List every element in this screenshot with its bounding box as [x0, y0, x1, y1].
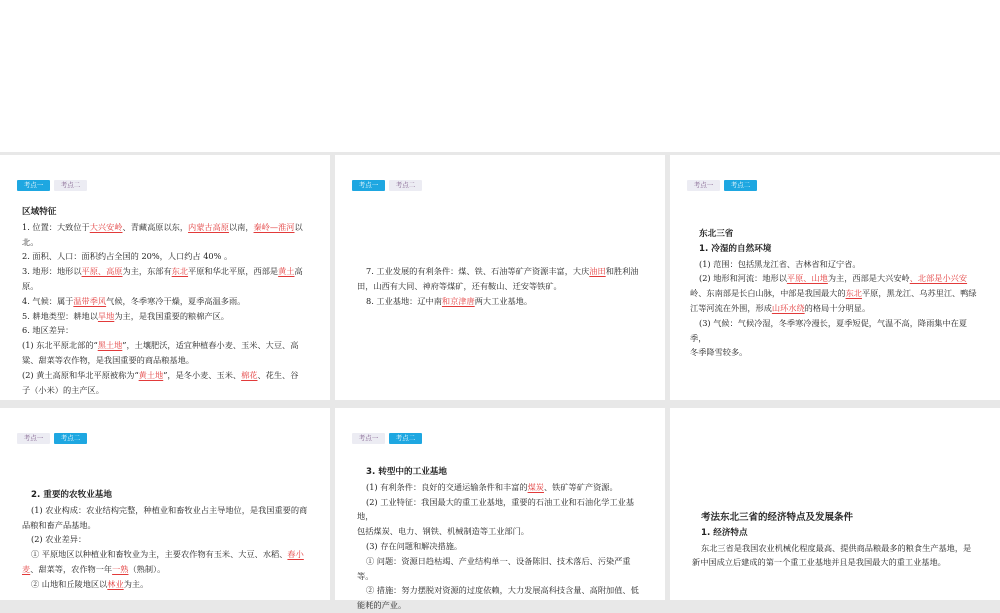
text-span: 两大工业基地。 [474, 295, 533, 306]
text-span: ② 山地和丘陵地区以 [31, 578, 108, 589]
text-line: 2. 面积、人口：面积约占全国的 20%，人口约占 40% 。 [22, 251, 233, 262]
text-span: 平原，黑龙江、乌苏里江、鸭绿 [861, 288, 977, 299]
text-span: 、铁矿等矿产资源。 [543, 481, 618, 492]
text-span: 和胜利油 [605, 266, 639, 276]
text-line: 北。 [22, 236, 39, 247]
text-span: 1. 位置：大致位于 [22, 221, 90, 232]
text-span: （熟制）。 [128, 563, 166, 574]
answer-blank: 内蒙古高原 [188, 221, 229, 232]
text-line: (1) 农业构成：农业结构完整，种植业和畜牧业占主导地位，是我国重要的商 [31, 504, 308, 515]
answer-blank: 东北 [171, 266, 189, 277]
answer-blank: 平原、高原 [81, 266, 123, 277]
text-line [357, 480, 647, 495]
answer-blank: 秦岭—淮河 [253, 221, 295, 232]
text-span: 为主，西部是大兴安岭 [827, 273, 910, 284]
slide-6-content [692, 511, 987, 570]
text-span: (2) 黄土高原和华北平原被称为“ [22, 369, 139, 380]
text-span: 8. 工业基地：辽中南 [366, 295, 442, 306]
answer-blank: 、北部是小兴安 [909, 273, 968, 284]
text-line [22, 294, 312, 309]
text-line: 等。 [357, 570, 374, 581]
tab-point-2[interactable]: 考点二 [54, 433, 87, 444]
text-line: (3) 存在问题和解决措施。 [366, 540, 463, 551]
slide-3 [670, 155, 1000, 400]
text-line [22, 264, 312, 279]
text-line: (3) 气候：气候冷湿，冬季寒冷漫长，夏季短促，气温不高，降雨集中在夏季， [690, 317, 968, 343]
text-line [22, 562, 312, 577]
text-line [690, 286, 980, 301]
text-line: (1) 范围：包括黑龙江省、吉林省和辽宁省。 [699, 258, 861, 269]
blank-top-area [0, 0, 1000, 152]
answer-blank: 大兴安岭 [89, 221, 123, 232]
answer-blank: 黄土地 [138, 369, 164, 380]
tab-point-2[interactable]: 考点二 [389, 180, 422, 191]
text-span: 为主，是我国重要的粮棉产区。 [114, 310, 229, 321]
answer-blank: 旱地 [97, 310, 115, 321]
slide-1-content [22, 205, 312, 397]
text-span: ”，是冬小麦、玉米、 [163, 369, 242, 380]
text-line: 品粮和畜产品基地。 [22, 519, 96, 530]
text-span: 为主。 [123, 578, 149, 589]
subsection-title: 3. 转型中的工业基地 [366, 467, 447, 477]
text-line [22, 309, 312, 324]
answer-blank: 山环水绕 [771, 302, 805, 313]
text-line [357, 264, 647, 279]
text-span: ”，土壤肥沃，适宜种植春小麦、玉米、大豆、高 [122, 340, 299, 351]
subsection-title: 2. 重要的农牧业基地 [31, 490, 112, 500]
slide-4 [0, 408, 330, 600]
text-line [357, 294, 647, 309]
answer-blank: 油田 [589, 266, 606, 276]
tab-point-2[interactable]: 考点二 [389, 433, 422, 444]
slide-2 [335, 155, 665, 400]
section-title: 东北三省 [699, 229, 734, 239]
text-line [22, 220, 312, 235]
tab-point-1[interactable]: 考点一 [17, 180, 50, 191]
answer-blank: 一熟 [112, 563, 129, 574]
text-line [22, 577, 312, 592]
tab-point-1[interactable]: 考点一 [352, 433, 385, 444]
text-line [690, 271, 980, 286]
text-span: 3. 地形：地形以 [22, 266, 82, 277]
slide-4-content [22, 488, 312, 592]
text-span: 高 [294, 266, 303, 277]
slide-5-content [357, 465, 647, 613]
tab-point-1[interactable]: 考点一 [352, 180, 385, 191]
text-line: 粱、甜菜等农作物，是我国重要的商品粮基地。 [22, 354, 194, 365]
text-span: 、花生、谷 [257, 369, 299, 380]
text-span: 以南， [228, 221, 254, 232]
slide-3-content [690, 227, 980, 360]
text-span: 4. 气候：属于 [22, 295, 74, 306]
text-span: (1) 东北平原北部的“ [22, 340, 98, 351]
text-span: ① 平原地区以种植业和畜牧业为主，主要农作物有玉米、大豆、水稻、 [31, 549, 288, 560]
answer-blank: 黄土 [278, 266, 295, 277]
text-line: 6. 地区差异： [22, 325, 74, 336]
text-line: 田，山西有大同、神府等煤矿，还有鞍山、迁安等铁矿。 [357, 280, 562, 291]
text-span: 5. 耕地类型：耕地以 [22, 310, 98, 321]
text-line: ① 问题：资源日趋枯竭、产业结构单一、设备陈旧、技术落后、污染严重 [366, 555, 631, 566]
tab-point-2[interactable]: 考点二 [724, 180, 757, 191]
slide-6 [670, 408, 1000, 600]
tab-point-1[interactable]: 考点一 [17, 433, 50, 444]
text-span: 的格局十分明显。 [804, 302, 871, 313]
answer-blank: 平原、山地 [786, 273, 828, 284]
text-span: 江等河流在外围，形成 [690, 302, 772, 313]
text-line: (2) 工业特征：我国最大的重工业基地，重要的石油工业和石油化学工业基地， [357, 496, 635, 522]
text-line [22, 368, 312, 383]
text-line: ② 措施：努力摆脱对资源的过度依赖，大力发展高科技含量、高附加值、低 [366, 585, 639, 596]
subsection-title: 1. 经济特点 [701, 527, 748, 538]
text-span: 为主，东部有 [122, 266, 172, 277]
tab-point-2[interactable]: 考点二 [54, 180, 87, 191]
text-span: 、甜菜等，农作物一年 [30, 563, 113, 574]
answer-blank: 温带季风 [73, 295, 107, 306]
text-line [690, 301, 980, 316]
text-line: (2) 农业差异： [31, 534, 87, 545]
slide-5 [335, 408, 665, 611]
answer-blank: 麦 [22, 563, 31, 574]
section-title: 考法东北三省的经济特点及发展条件 [701, 512, 854, 523]
slide-2-content [357, 264, 647, 308]
tab-point-1[interactable]: 考点一 [687, 180, 720, 191]
text-line: 冬季降雪较多。 [690, 347, 748, 358]
text-line: 子（小米）的主产区。 [22, 384, 104, 395]
answer-blank: 煤炭 [527, 481, 544, 492]
answer-blank: 林业 [107, 578, 124, 589]
text-span: 岭、东南部是长白山脉，中部是我国最大的 [690, 288, 846, 299]
text-line: 原。 [22, 280, 39, 291]
answer-blank: 黑土地 [97, 340, 123, 351]
text-line: 包括煤炭、电力、钢铁、机械制造等工业部门。 [357, 526, 529, 537]
text-span: 以 [294, 221, 303, 232]
text-span: (1) 有利条件：良好的交通运输条件和丰富的 [366, 481, 528, 492]
text-span: (2) 地形和河流：地形以 [699, 273, 787, 284]
text-line: 能耗的产业。 [357, 600, 407, 611]
subsection-title: 1. 冷湿的自然环境 [699, 243, 772, 254]
answer-blank: 和京津唐 [441, 295, 475, 306]
text-span: 气候，冬季寒冷干燥，夏季高温多雨。 [106, 295, 246, 306]
text-line [22, 547, 312, 562]
text-span: 平原和华北平原，西部是 [188, 266, 279, 277]
slide-1 [0, 155, 330, 400]
answer-blank: 棉花 [241, 369, 258, 380]
answer-blank: 东北 [845, 288, 862, 299]
text-span: 7. 工业发展的有利条件：煤、铁、石油等矿产资源丰富，大庆 [366, 266, 590, 276]
text-line [22, 338, 312, 353]
text-line: 新中国成立后建成的第一个重工业基地并且是我国最大的重工业基地。 [692, 557, 946, 568]
answer-blank: 春小 [287, 549, 304, 560]
section-title: 区域特征 [22, 207, 57, 217]
text-line: 东北三省是我国农业机械化程度最高、提供商品粮最多的粮食生产基地，是 [701, 542, 972, 553]
text-span: 、青藏高原以东， [122, 221, 189, 232]
